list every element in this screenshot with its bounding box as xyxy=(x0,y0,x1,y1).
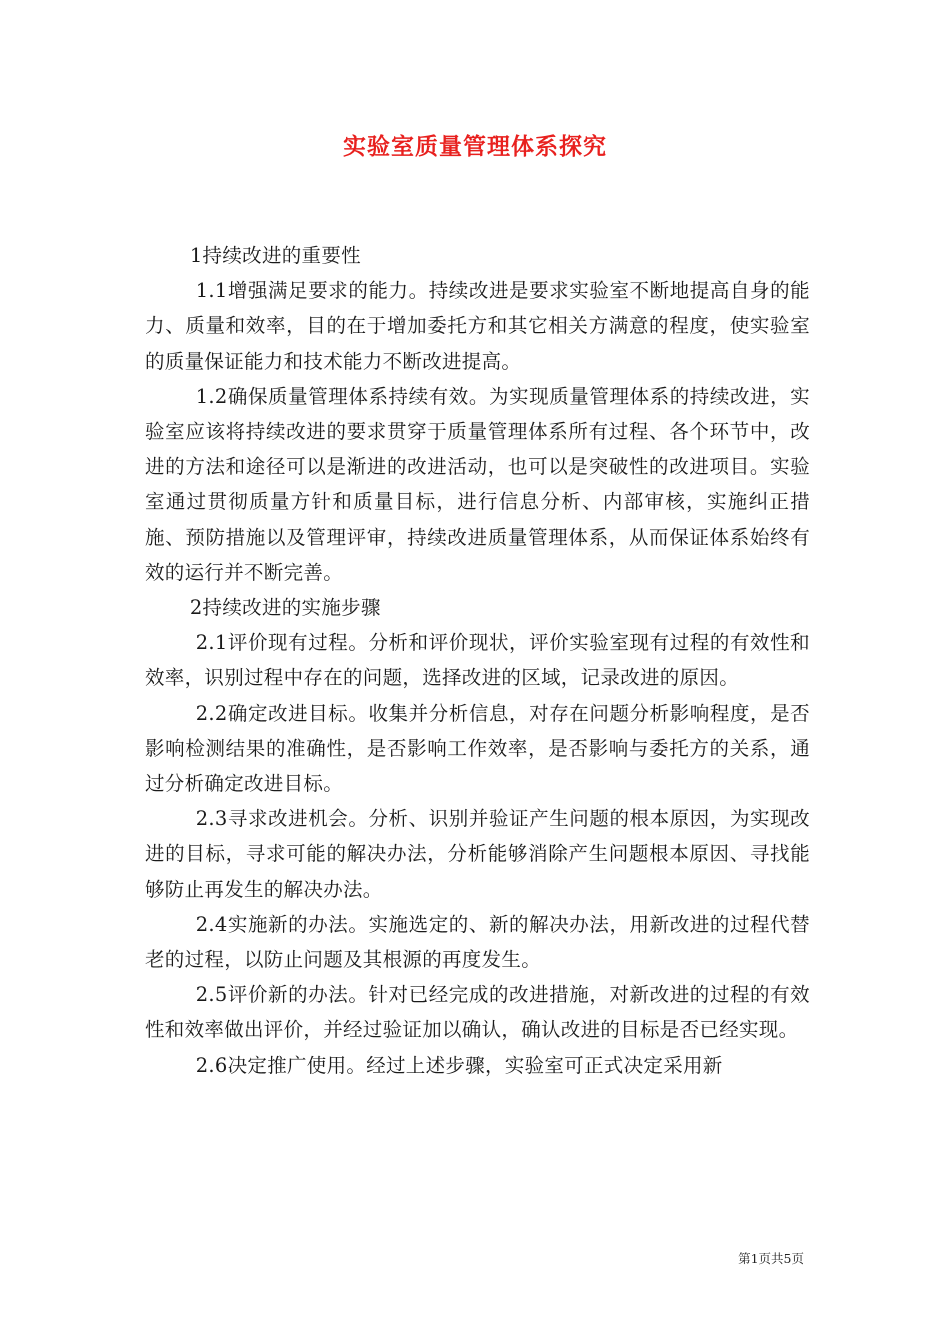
paragraph: 2.1评价现有过程。分析和评价现状，评价实验室现有过程的有效性和效率，识别过程中存在的问题，选择改进的区域，记录改进的原因。 xyxy=(145,631,810,690)
section-heading: 1持续改进的重要性 xyxy=(189,244,361,267)
paragraph: 2.2确定改进目标。收集并分析信息，对存在问题分析影响程度，是否影响检测结果的准确性，是否影响工作效率，是否影响与委托方的关系，通过分析确定改进目标。 xyxy=(145,701,810,796)
paragraph: 2.6决定推广使用。经过上述步骤，实验室可正式决定采用新 xyxy=(195,1053,723,1077)
paragraph: 2.5评价新的办法。针对已经完成的改进措施，对新改进的过程的有效性和效率做出评价，并经过验证加以确认，确认改进的目标是否已经实现。 xyxy=(145,983,810,1042)
paragraph: 2.4实施新的办法。实施选定的、新的解决办法，用新改进的过程代替老的过程，以防止问题及其根源的再度发生。 xyxy=(145,912,810,972)
paragraph: 2.3寻求改进机会。分析、识别并验证产生问题的根本原因，为实现改进的目标，寻求可能的解决办法，分析能够消除产生问题根本原因、寻找能够防止再发生的解决办法。 xyxy=(145,807,810,901)
document-title: 实验室质量管理体系探究 xyxy=(343,134,607,160)
page-number-footer: 第1页共5页 xyxy=(738,1251,804,1266)
section-heading: 2持续改进的实施步骤 xyxy=(189,596,381,620)
paragraph: 1.1增强满足要求的能力。持续改进是要求实验室不断地提高自身的能力、质量和效率，目的在于增加委托方和其它相关方满意的程度，使实验室的质量保证能力和技术能力不断改进提高。 xyxy=(145,279,810,373)
paragraph: 1.2确保质量管理体系持续有效。为实现质量管理体系的持续改进，实验室应该将持续改进的要求贯穿于质量管理体系所有过程、各个环节中，改进的方法和途径可以是渐进的改进活动，也可以是突破性的改进项目。实验室通过贯彻质量方针和质量目标，进行信息分析、内部审核，实施纠正措施、预防措施以及管理评审，持续改进质量管理体系，从而保证体系始终有效的运行并不断完善。 xyxy=(145,384,810,584)
document-body xyxy=(145,238,810,1083)
